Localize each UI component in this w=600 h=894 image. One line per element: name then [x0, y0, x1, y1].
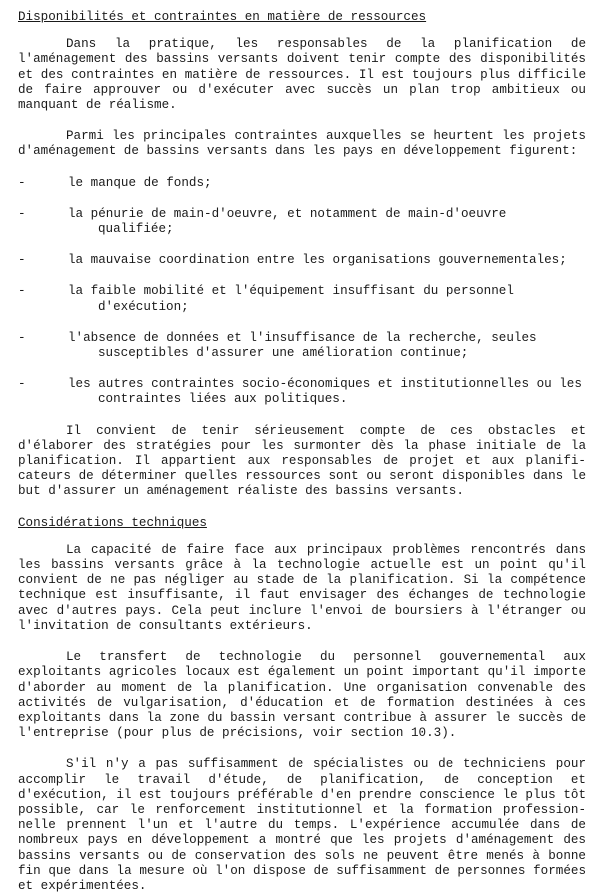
- list-item: [18, 284, 586, 314]
- list-item-text: la faible mobilité et l'équipement insuffisant du personnel: [68, 284, 514, 299]
- list-item: [18, 207, 586, 237]
- paragraph-text: Le transfert de technologie du personnel gouvernemental aux exploitants agricoles locaux est également un point important qu'il importe d'aborder au moment de la planification. Une organisation convenable des activités de vulgarisation, d'éducation et de formation destinées à ces exploitants dans la zone du bassin versant contribue à assurer le succès de l'entreprise (pour plus de précisions, voir section 10.3).: [18, 650, 586, 741]
- bullet-dash: -: [18, 206, 26, 221]
- paragraph: [18, 543, 586, 634]
- list-item-text: la mauvaise coordination entre les organisations gouvernementales;: [68, 253, 567, 268]
- paragraph: [18, 424, 586, 500]
- bullet-dash: -: [18, 330, 26, 345]
- paragraph-text: La capacité de faire face aux principaux problèmes rencontrés dans les bassins versants grâce à la technologie actuelle est un point qu'il convient de ne pas négliger au stade de la planification. Si la compétence technique est insuffisante, il faut envisager des échanges de technologie avec d'autres pays. Cela peut inclure l'envoi de boursiers à l'étranger ou l'invitation de consultants extérieurs.: [18, 542, 586, 633]
- paragraph-text: Dans la pratique, les responsables de la planification de l'aménagement des bassins versants doivent tenir compte des disponibilités et des contraintes en matière de ressources. Il est toujours plus difficile de faire approuver ou d'exécuter avec succès un plan trop ambitieux ou manquant de réalisme.: [18, 37, 586, 113]
- bullet-dash: -: [18, 284, 26, 299]
- list-item: [18, 377, 586, 407]
- list-item-text: l'absence de données et l'insuffisance de la recherche, seules: [68, 330, 537, 345]
- section-heading-technical: Considérations techniques: [18, 515, 207, 530]
- section-heading-resources: Disponibilités et contraintes en matière de ressources: [18, 10, 427, 24]
- list-item-continuation: qualifiée;: [98, 222, 174, 237]
- list-item-text: le manque de fonds;: [68, 175, 212, 190]
- paragraph: [18, 129, 586, 159]
- paragraph: [18, 37, 586, 113]
- bullet-dash: -: [18, 377, 26, 392]
- paragraph: [18, 757, 586, 894]
- list-item-text: les autres contraintes socio-économiques et institutionnelles ou les: [68, 377, 582, 392]
- list-item: [18, 253, 586, 268]
- paragraph-text: S'il n'y a pas suffisamment de spécialistes ou de techniciens pour accomplir le travail d'étude, de planification, de conception et d'exécution, il est toujours préférable d'en prendre conscience le plus tôt possible, car le renforcement institutionnel et la formation profession-nelle prennent l'un et l'autre du temps. L'expérience accumulée dans de nombreux pays en développement a montré que les projets d'aménagement des bassins versants ou de conservation des sols ne peuvent être menés à bonne fin que dans la mesure où l'on dispose de suffisamment de personnes formées et expérimentées.: [18, 757, 586, 893]
- list-item: [18, 176, 586, 191]
- bullet-dash: -: [18, 253, 26, 268]
- bullet-dash: -: [18, 175, 26, 190]
- list-item-continuation: d'exécution;: [98, 299, 189, 314]
- list-item-text: la pénurie de main-d'oeuvre, et notamment de main-d'oeuvre: [68, 206, 507, 221]
- constraints-list: [18, 176, 586, 408]
- list-item-continuation: susceptibles d'assurer une amélioration continue;: [98, 346, 469, 361]
- paragraph-text: Parmi les principales contraintes auxquelles se heurtent les projets d'aménagement de bassins versants dans les pays en développement figurent:: [18, 129, 586, 159]
- list-item-continuation: contraintes liées aux politiques.: [98, 392, 348, 407]
- paragraph: [18, 650, 586, 741]
- list-item: [18, 331, 586, 361]
- paragraph-text: Il convient de tenir sérieusement compte de ces obstacles et d'élaborer des stratégies pour les surmonter dès la phase initiale de la planification. Il appartient aux responsables de projet et aux planifi-cateurs de déterminer quelles ressources sont ou seront disponibles dans le but d'assurer un aménagement réaliste des bassins versants.: [18, 423, 586, 499]
